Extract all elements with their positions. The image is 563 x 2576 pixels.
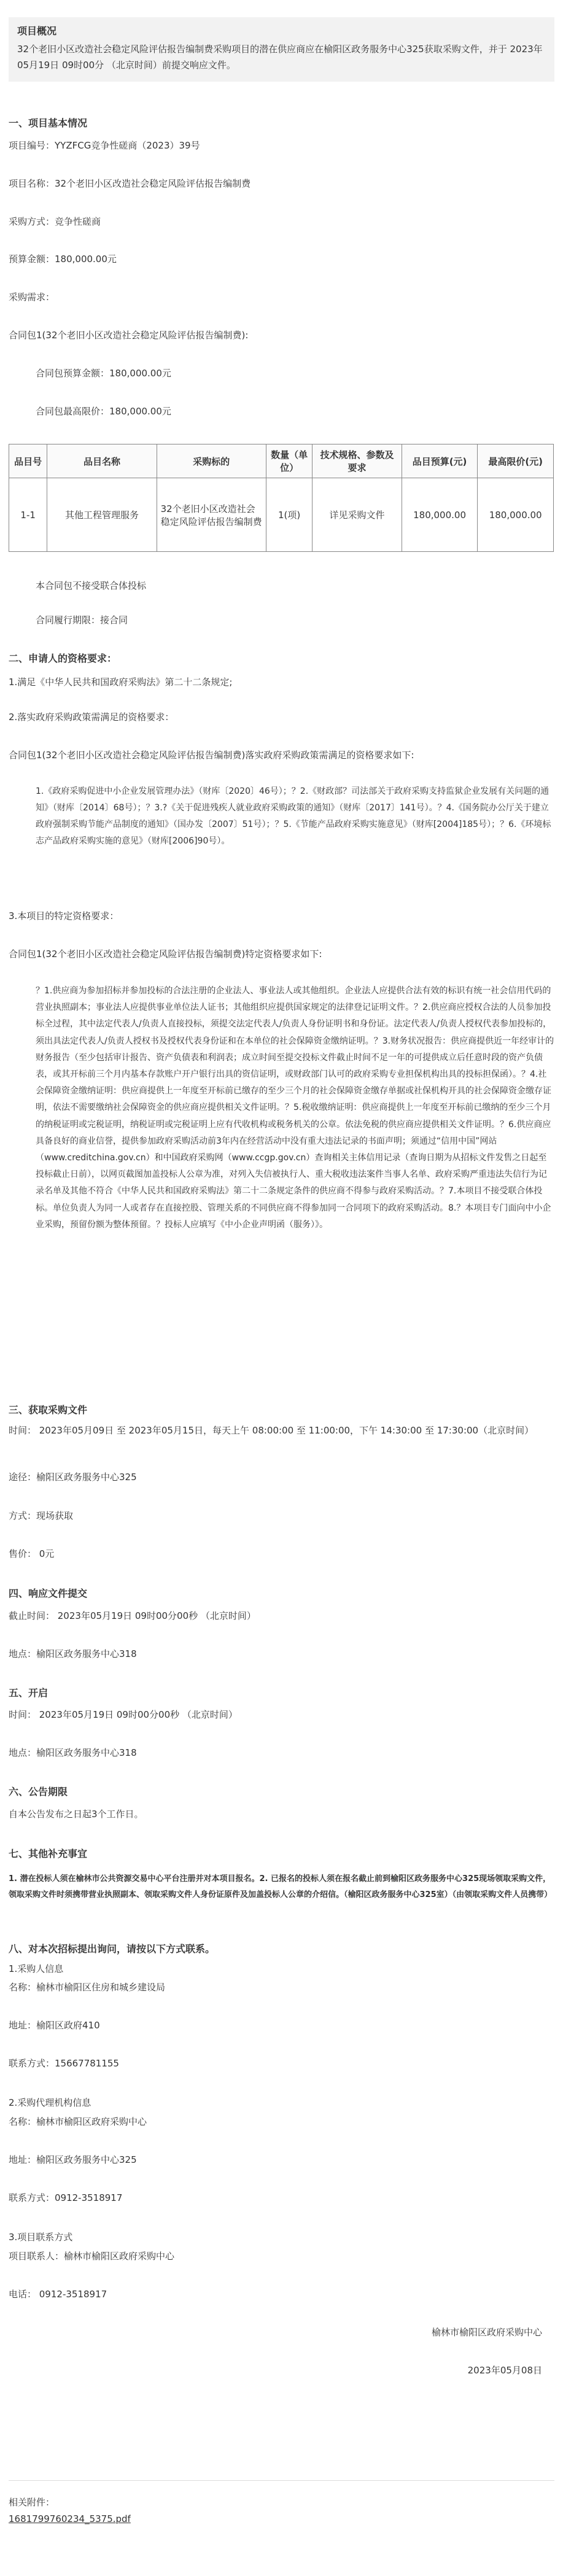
project-contact-phone: 电话： 0912-3518917 — [9, 2289, 107, 2300]
attachment-area — [9, 2480, 554, 2524]
get-documents-way: 方式：现场获取 — [9, 1510, 74, 1521]
package-max-price: 合同包最高限价：180,000.00元 — [36, 406, 171, 417]
table-cell: 详见采购文件 — [313, 478, 402, 552]
procurement-demand: 采购需求： — [9, 292, 55, 303]
section-other-title: 七、其他补充事宜 — [9, 1848, 88, 1860]
section-contact-title: 八、对本次招标提出询问，请按以下方式联系。 — [9, 1943, 215, 1955]
project-contact-person: 项目联系人：榆林市榆阳区政府采购中心 — [9, 2251, 175, 2262]
table-header: 采购标的 — [157, 444, 266, 478]
purchaser-heading: 1.采购人信息 — [9, 1963, 64, 1974]
project-code: 项目编号：YYZFCG竞争性磋商（2023）39号 — [9, 140, 200, 151]
table-header-row — [9, 444, 554, 478]
qualification-req-3: 3.本项目的特定资格要求： — [9, 910, 119, 921]
table-cell: 180,000.00 — [478, 478, 554, 552]
section-opening-title: 五、开启 — [9, 1687, 49, 1699]
announcement-page — [0, 17, 563, 2576]
table-cell: 其他工程管理服务 — [47, 478, 157, 552]
procurement-method: 采购方式：竞争性磋商 — [9, 216, 101, 227]
attachment-label: 相关附件： — [9, 2497, 55, 2508]
table-cell: 180,000.00 — [402, 478, 478, 552]
project-name: 项目名称：32个老旧小区改造社会稳定风险评估报告编制费 — [9, 178, 251, 189]
summary-text: 32个老旧小区改造社会稳定风险评估报告编制费采购项目的潜在供应商应在榆阳区政务服务中心325获取采购文件，并于 2023年05月19日 09时00分 （北京时间）前提交响应文件。 — [17, 44, 543, 71]
table-header: 技术规格、参数及要求 — [313, 444, 402, 478]
table-cell: 32个老旧小区改造社会稳定风险评估报告编制费 — [157, 478, 266, 552]
table-header: 品目号 — [9, 444, 47, 478]
section-get-documents-title: 三、获取采购文件 — [9, 1404, 88, 1416]
attachment-link[interactable]: 1681799760234_5375.pdf — [9, 2513, 131, 2524]
table-cell: 1(项) — [266, 478, 312, 552]
summary-box — [9, 17, 554, 82]
table-row — [9, 478, 554, 552]
qualification-req-3-detail: 合同包1(32个老旧小区改造社会稳定风险评估报告编制费)特定资格要求如下: — [9, 949, 322, 960]
table-header: 品目名称 — [47, 444, 157, 478]
opening-place: 地点：榆阳区政务服务中心318 — [9, 1747, 137, 1758]
qualification-req-1: 1.满足《中华人民共和国政府采购法》第二十二条规定; — [9, 677, 233, 688]
get-documents-place: 途径：榆阳区政务服务中心325 — [9, 1472, 137, 1483]
notice-period-text: 自本公告发布之日起3个工作日。 — [9, 1809, 144, 1820]
table-header: 品目预算(元) — [402, 444, 478, 478]
project-contact-heading: 3.项目联系方式 — [9, 2232, 73, 2243]
section-basic-info-title: 一、项目基本情况 — [9, 117, 88, 129]
agency-heading: 2.采购代理机构信息 — [9, 2097, 91, 2108]
table-header: 最高限价(元) — [478, 444, 554, 478]
submission-place: 地点：榆阳区政务服务中心318 — [9, 1648, 137, 1659]
table-cell: 1-1 — [9, 478, 47, 552]
qualification-req-2: 2.落实政府采购政策需满足的资格要求： — [9, 712, 174, 723]
summary-heading: 项目概况 — [17, 25, 57, 37]
policy-list: 1.《政府采购促进中小企业发展管理办法》（财库〔2020〕46号）；？2.《财政部？司法部关于政府采购支持监狱企业发展有关问题的通知》（财库〔2014〕68号）；？3.?《关于促进残疾人就业政府采购政策的通知》（财库〔2017〕141号）。？4.《国务院办公厅关于建立政府强制采购节能产品制度的通知》（国办发〔2007〕51号）；？5.《节能产品政府采购实施意见》（财库[2004]185号）；？6.《环境标志产品政府采购实施的意见》（财库[2006]90号）。 — [36, 786, 551, 846]
agency-name: 名称：榆林市榆阳区政府采购中心 — [9, 2116, 147, 2127]
package-budget: 合同包预算金额：180,000.00元 — [36, 368, 171, 379]
agency-address: 地址：榆阳区政务服务中心325 — [9, 2154, 137, 2165]
special-requirements: ？1.供应商为参加招标并参加投标的合法注册的企业法人、事业法人或其他组织。企业法人应提供合法有效的标识有统一社会信用代码的营业执照副本；事业法人应提供事业单位法人证书；其他组织应提供国家规定的法律登记证明文件。？2.供应商应授权合法的人员参加投标全过程，其中法定代表人/负责人直接投标，须提交法定代表人/负责人身份证明书和身份证。法定代表人/负责人授权代表参加投标的，须出具法定代表人/负责人授权书及授权代表身份证和在本单位的社会保障资金缴纳证明。？3.财务状况报告：供应商提供近一年经审计的财务报告（至少包括审计报告、资产负债表和利润表；成立时间至提交投标文件截止时间不足一年的可提供成立后任意时段的资产负债表，或其开标前三个月内基本存款账户开户银行出具的资信证明，或财政部门认可的政府采购专业担保机构出具的投标担保函）。？4.社会保障资金缴纳证明：供应商提供上一年度至开标前已缴存的至少三个月的社会保障资金缴存单据或社保机构开具的社会保障资金缴存证明，依法不需要缴纳社会保障资金的供应商应提供相关文件证明。？5.税收缴纳证明：供应商提供上一年度至开标前已缴纳的至少三个月的纳税证明或完税证明，纳税证明或完税证明上应有代收机构或税务机关的公章。依法免税的供应商应提供相关文件证明。？6.供应商应具备良好的商业信誉，提供参加政府采购活动前3年内在经营活动中没有重大违法记录的书面声明；须通过“信用中国”网站（www.creditchina.gov.cn）和中国政府采购网（www.ccgp.gov.cn）查询相关主体信用记录（查询日期为从招标文件发售之日起至投标截止日前），以网页截图加盖投标人公章为准，对列入失信被执行人、重大税收违法案件当事人名单、政府采购严重违法失信行为记录名单及其他不符合《中华人民共和国政府采购法》第二十二条规定条件的供应商不得参与政府采购活动。？7.本项目不接受联合体投标。单位负责人为同一人或者存在直接控股、管理关系的不同供应商不得参加同一合同项下的政府采购活动。8.？本项目专门面向中小企业采购，预留份额为整体预留。？投标人应填写《中小企业声明函（服务）》。 — [36, 986, 554, 1230]
items-table — [9, 444, 554, 552]
submission-deadline: 截止时间： 2023年05月19日 09时00分00秒 （北京时间） — [9, 1610, 256, 1621]
section-qualification-title: 二、申请人的资格要求： — [9, 653, 117, 664]
opening-time: 时间： 2023年05月19日 09时00分00秒 （北京时间） — [9, 1709, 238, 1720]
section-notice-period-title: 六、公告期限 — [9, 1786, 68, 1798]
budget-amount: 预算金额：180,000.00元 — [9, 254, 117, 265]
table-header: 数量（单位） — [266, 444, 312, 478]
document-price: 售价： 0元 — [9, 1548, 55, 1559]
consortium-note: 本合同包不接受联合体投标 — [36, 580, 147, 591]
section-submission-title: 四、响应文件提交 — [9, 1588, 88, 1599]
purchaser-name: 名称：榆林市榆阳区住房和城乡建设局 — [9, 1982, 166, 1993]
contract-period: 合同履行期限：接合同 — [36, 615, 128, 626]
purchaser-address: 地址：榆阳区政府410 — [9, 2020, 100, 2031]
issue-date: 2023年05月08日 — [467, 2365, 542, 2376]
agency-phone: 联系方式：0912-3518917 — [9, 2192, 123, 2203]
purchaser-phone: 联系方式：15667781155 — [9, 2058, 119, 2069]
other-text: 1. 潜在投标人须在榆林市公共资源交易中心平台注册并对本项目报名。2. 已报名的投标人须在报名截止前到榆阳区政务服务中心325现场领取采购文件，领取采购文件时须携带营业执照副本、领取采购文件人身份证原件及加盖投标人公章的介绍信。（榆阳区政务服务中心325室）（由领取采购文件人员携带） — [9, 1874, 553, 1899]
qualification-req-2-detail: 合同包1(32个老旧小区改造社会稳定风险评估报告编制费)落实政府采购政策需满足的资格要求如下: — [9, 750, 414, 761]
issuer-org: 榆林市榆阳区政府采购中心 — [431, 2327, 542, 2338]
contract-package: 合同包1(32个老旧小区改造社会稳定风险评估报告编制费): — [9, 330, 249, 341]
get-documents-time: 时间： 2023年05月09日 至 2023年05月15日，每天上午 08:00:00 至 11:00:00，下午 14:30:00 至 17:30:00（北京时间） — [9, 1425, 534, 1436]
